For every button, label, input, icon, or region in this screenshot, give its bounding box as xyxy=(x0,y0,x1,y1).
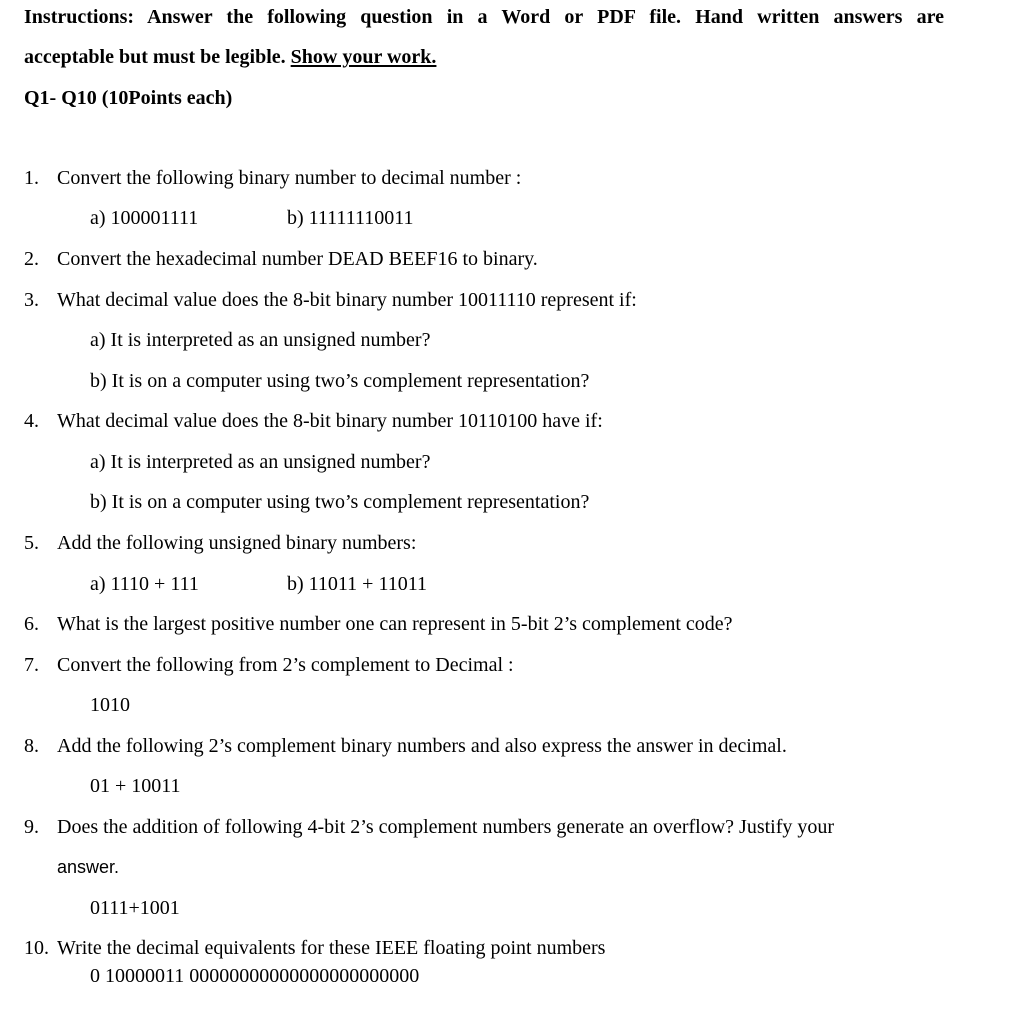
question-text: Convert the following binary number to decimal number : xyxy=(57,167,522,189)
question-text: What decimal value does the 8-bit binary number 10011110 represent if: xyxy=(57,289,637,311)
question-number: 10. xyxy=(24,937,49,959)
question-text: What is the largest positive number one can represent in 5-bit 2’s complement code? xyxy=(57,613,733,635)
question-number: 3. xyxy=(24,289,39,311)
instructions-line-1: Instructions: Answer the following question in a Word or PDF file. Hand written answers are xyxy=(24,6,944,28)
question-number: 2. xyxy=(24,248,39,270)
subpart-a: a) It is interpreted as an unsigned number? xyxy=(90,329,431,351)
subpart-b: b) 11011 + 11011 xyxy=(287,573,427,595)
subpart-b: b) It is on a computer using two’s complement representation? xyxy=(90,491,590,513)
subpart-a: a) It is interpreted as an unsigned number? xyxy=(90,451,431,473)
subpart-b: b) 11111110011 xyxy=(287,207,414,229)
question-number: 8. xyxy=(24,735,39,757)
question-number: 9. xyxy=(24,816,39,838)
question-text: Convert the following from 2’s complement to Decimal : xyxy=(57,654,514,676)
question-text: Add the following unsigned binary numbers: xyxy=(57,532,417,554)
question-number: 7. xyxy=(24,654,39,676)
instructions-line-2 xyxy=(24,47,436,67)
question-value: 0111+1001 xyxy=(90,897,180,919)
question-number: 6. xyxy=(24,613,39,635)
question-text: Add the following 2’s complement binary numbers and also express the answer in decimal. xyxy=(57,735,787,757)
subpart-a: a) 1110 + 111 xyxy=(90,573,199,595)
question-text: Does the addition of following 4-bit 2’s complement numbers generate an overflow? Justify your xyxy=(57,816,835,838)
question-text: Write the decimal equivalents for these IEEE floating point numbers xyxy=(57,937,606,959)
subpart-a: a) 100001111 xyxy=(90,207,199,229)
question-value: 0 10000011 00000000000000000000000 xyxy=(90,965,420,987)
question-number: 1. xyxy=(24,167,39,189)
question-value: 1010 xyxy=(90,694,130,716)
section-title: Q1- Q10 (10Points each) xyxy=(24,87,233,109)
show-work-emphasis: Show your work. xyxy=(290,46,437,68)
question-text: What decimal value does the 8-bit binary number 10110100 have if: xyxy=(57,410,603,432)
question-number: 5. xyxy=(24,532,39,554)
question-value: 01 + 10011 xyxy=(90,775,181,797)
question-number: 4. xyxy=(24,410,39,432)
instructions-lead: acceptable but must be legible. xyxy=(24,46,286,68)
question-text: Convert the hexadecimal number DEAD BEEF16 to binary. xyxy=(57,248,538,270)
subpart-b: b) It is on a computer using two’s complement representation? xyxy=(90,370,590,392)
question-text-continuation: answer. xyxy=(57,857,120,877)
